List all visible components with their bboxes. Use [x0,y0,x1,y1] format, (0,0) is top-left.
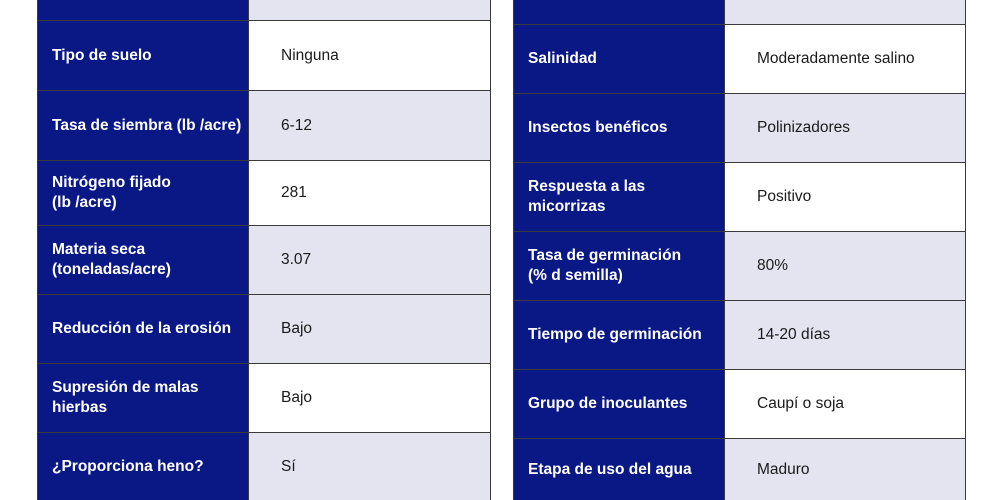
row-label: Tiempo de germinación [514,301,724,369]
row-label: Salinidad [514,25,724,93]
row-value: Bajo [248,295,490,363]
row-value [724,0,965,24]
table-row [38,295,490,364]
row-value: Caupí o soja [724,370,965,438]
row-value: 80% [724,232,965,300]
row-value: Sí [248,433,490,500]
table-row [514,439,965,500]
table-row [38,161,490,226]
row-label: Supresión de malas hierbas [38,364,248,432]
table-row [514,94,965,163]
row-value: Polinizadores [724,94,965,162]
table-row [514,0,965,25]
table-row [514,25,965,94]
row-label: Grupo de inoculantes [514,370,724,438]
table-row [38,0,490,21]
row-value: Maduro [724,439,965,500]
row-value: 6-12 [248,91,490,160]
row-value: Moderadamente salino [724,25,965,93]
row-label: Insectos benéficos [514,94,724,162]
table-row [514,301,965,370]
table-row [38,21,490,91]
row-label: Etapa de uso del agua [514,439,724,500]
right-table [513,0,966,500]
row-value: 281 [248,161,490,225]
table-row [38,364,490,433]
table-row [514,232,965,301]
row-label: Tipo de suelo [38,21,248,90]
row-label: Materia seca (toneladas/acre) [38,226,248,294]
row-value: 3.07 [248,226,490,294]
row-value [248,0,490,20]
table-row [38,433,490,500]
table-row [514,163,965,232]
row-value: Ninguna [248,21,490,90]
row-value: Bajo [248,364,490,432]
row-label: Nitrógeno fijado (lb /acre) [38,161,248,225]
table-row [514,370,965,439]
table-row [38,91,490,161]
row-label: Respuesta a las micorrizas [514,163,724,231]
row-label: Tasa de germinación (% d semilla) [514,232,724,300]
row-value: 14-20 días [724,301,965,369]
row-label: ¿Proporciona heno? [38,433,248,500]
row-label [38,0,248,20]
row-label [514,0,724,24]
row-value: Positivo [724,163,965,231]
table-row [38,226,490,295]
row-label: Tasa de siembra (lb /acre) [38,91,248,160]
row-label: Reducción de la erosión [38,295,248,363]
left-table [37,0,491,500]
